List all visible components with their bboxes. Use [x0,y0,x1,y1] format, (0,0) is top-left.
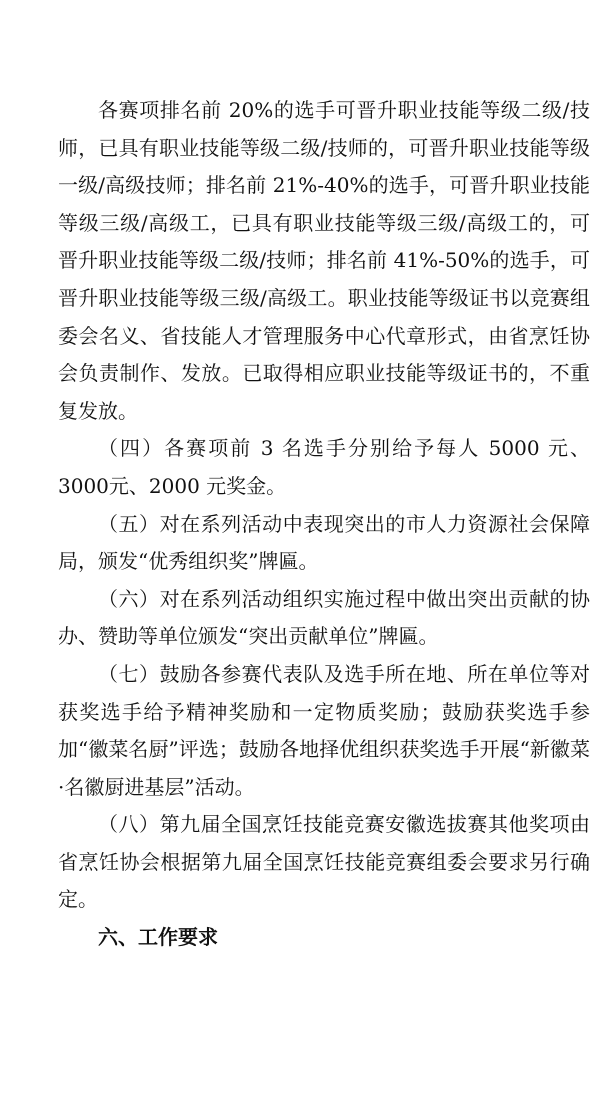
paragraph-item-8-other-awards: （八）第九届全国烹饪技能竞赛安徽选拔赛其他奖项由省烹饪协会根据第九届全国烹饪技能竞赛组委会要求另行确定。 [58,812,590,912]
paragraph-item-7-encouragement: （七）鼓励各参赛代表队及选手所在地、所在单位等对获奖选手给予精神奖励和一定物质奖励；鼓励获奖选手参加“徽菜名厨”评选；鼓励各地择优组织获奖选手开展“新徽菜·名徽厨进基层”活动。 [58,661,590,799]
paragraph-certificate-promotion: 各赛项排名前 20%的选手可晋升职业技能等级二级/技师，已具有职业技能等级二级/技师的，可晋升职业技能等级一级/高级技师；排名前 21%-40%的选手，可晋升职业技能等级三级/高级工，已具有职业技能等级三级/高级工的，可晋升职业技能等级二级/技师；排名前 41%-50%的选手，可晋升职业技能等级三级/高级工。职业技能等级证书以竞赛组委会名义、省技能人才管理服务中心代章形式，由省烹饪协会负责制作、发放。已取得相应职业技能等级证书的，不重复发放。 [58,98,590,423]
paragraph-item-4-prize-money: （四）各赛项前 3 名选手分别给予每人 5000 元、3000元、2000 元奖金。 [58,436,590,498]
document-page [58,92,590,957]
paragraph-item-6-contribution-award: （六）对在系列活动组织实施过程中做出突出贡献的协办、赞助等单位颁发“突出贡献单位”牌匾。 [58,586,590,649]
section-heading-work-requirements: 六、工作要求 [98,925,218,950]
paragraph-item-5-organization-award: （五）对在系列活动中表现突出的市人力资源社会保障局，颁发“优秀组织奖”牌匾。 [58,511,590,574]
